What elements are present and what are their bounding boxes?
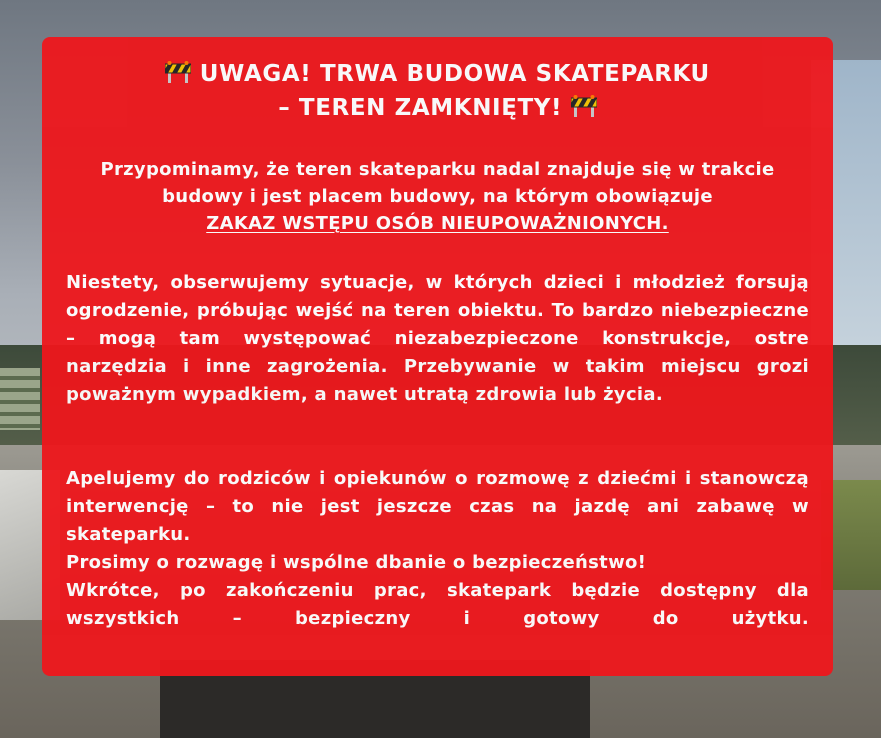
notice-panel — [42, 37, 833, 676]
opening-announcement: Wkrótce, po zakończeniu prac, skatepark będzie dostępny dla wszystkich – bezpieczny i gotowy do użytku. — [66, 580, 809, 629]
appeal-section — [66, 465, 809, 633]
safety-request: Prosimy o rozwagę i wspólne dbanie o bezpieczeństwo! — [66, 552, 647, 573]
intro-paragraph — [66, 156, 809, 237]
no-entry-warning: ZAKAZ WSTĘPU OSÓB NIEUPOWAŻNIONYCH. — [206, 213, 669, 234]
notice-title — [42, 57, 833, 125]
appeal-paragraph: Apelujemy do rodziców i opiekunów o rozmowę z dziećmi i stanowczą interwencję – to nie jest jeszcze czas na jazdę ani zabawę w skateparku. — [66, 468, 809, 545]
intro-text: Przypominamy, że teren skateparku nadal znajduje się w trakcie budowy i jest placem budowy, na którym obowiązuje — [100, 159, 775, 207]
construction-barrier-icon — [571, 93, 597, 115]
danger-paragraph: Niestety, obserwujemy sytuacje, w których dzieci i młodzież forsują ogrodzenie, próbując wejść na teren obiektu. To bardzo niebezpieczne – mogą tam występować niezabezpieczone konstrukcje, ostre narzędzia i inne zagrożenia. Przebywanie w takim miejscu grozi poważnym wypadkiem, a nawet utratą zdrowia lub życia. — [66, 272, 809, 405]
title-line-1: UWAGA! TRWA BUDOWA SKATEPARKU — [199, 61, 710, 87]
apartment-building — [0, 368, 40, 430]
construction-barrier-icon — [165, 59, 191, 81]
title-line-2: – TEREN ZAMKNIĘTY! — [278, 95, 563, 121]
